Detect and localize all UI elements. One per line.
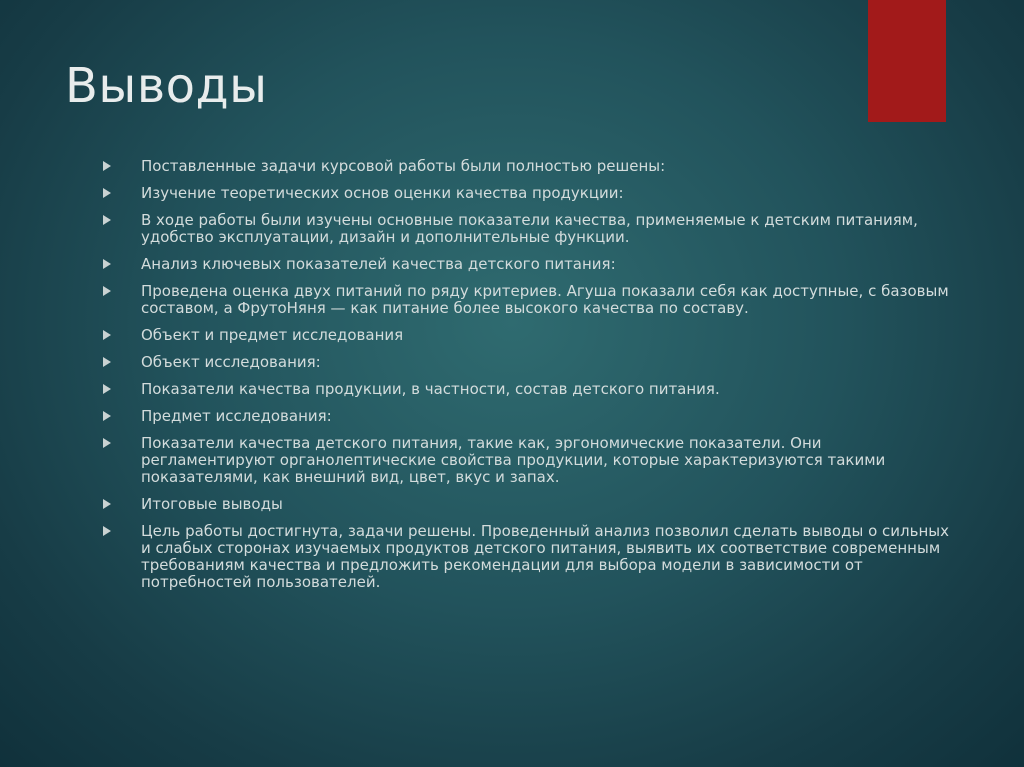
bullet-text: В ходе работы были изучены основные показатели качества, применяемые к детским питаниям, удобство эксплуатации, дизайн и дополнительные функции. [141, 211, 918, 246]
triangle-bullet-icon [103, 384, 111, 394]
bullet-text: Предмет исследования: [141, 407, 332, 425]
bullet-text: Проведена оценка двух питаний по ряду критериев. Агуша показали себя как доступные, с базовым составом, а ФрутоНяня — как питание более высокого качества по составу. [141, 282, 949, 317]
triangle-bullet-icon [103, 286, 111, 296]
triangle-bullet-icon [103, 188, 111, 198]
triangle-bullet-icon [103, 411, 111, 421]
bullet-item [103, 523, 953, 591]
bullet-item [103, 158, 953, 175]
bullet-item [103, 381, 953, 398]
bullet-item [103, 435, 953, 486]
bullet-text: Итоговые выводы [141, 495, 283, 513]
bullet-item [103, 212, 953, 246]
triangle-bullet-icon [103, 330, 111, 340]
accent-bar [868, 0, 946, 122]
triangle-bullet-icon [103, 438, 111, 448]
bullet-text: Показатели качества детского питания, такие как, эргономические показатели. Они регламентируют органолептические свойства продукции, которые характеризуются такими показателями, как внешний вид, цвет, вкус и запах. [141, 434, 886, 486]
bullet-text: Объект и предмет исследования [141, 326, 404, 344]
bullet-text: Объект исследования: [141, 353, 321, 371]
bullet-list [103, 158, 953, 601]
bullet-text: Показатели качества продукции, в частности, состав детского питания. [141, 380, 720, 398]
bullet-text: Поставленные задачи курсовой работы были полностью решены: [141, 157, 666, 175]
bullet-item [103, 256, 953, 273]
slide-title: Выводы [65, 58, 268, 114]
bullet-text: Цель работы достигнута, задачи решены. Проведенный анализ позволил сделать выводы о сильных и слабых сторонах изучаемых продуктов детского питания, выявить их соответствие современным требованиям качества и предложить рекомендации для выбора модели в зависимости от потребностей пользователей. [141, 522, 949, 591]
bullet-item [103, 408, 953, 425]
bullet-item [103, 283, 953, 317]
bullet-item [103, 496, 953, 513]
triangle-bullet-icon [103, 499, 111, 509]
bullet-item [103, 185, 953, 202]
triangle-bullet-icon [103, 526, 111, 536]
triangle-bullet-icon [103, 215, 111, 225]
triangle-bullet-icon [103, 259, 111, 269]
triangle-bullet-icon [103, 161, 111, 171]
bullet-text: Анализ ключевых показателей качества детского питания: [141, 255, 616, 273]
triangle-bullet-icon [103, 357, 111, 367]
bullet-item [103, 327, 953, 344]
bullet-text: Изучение теоретических основ оценки качества продукции: [141, 184, 624, 202]
bullet-item [103, 354, 953, 371]
